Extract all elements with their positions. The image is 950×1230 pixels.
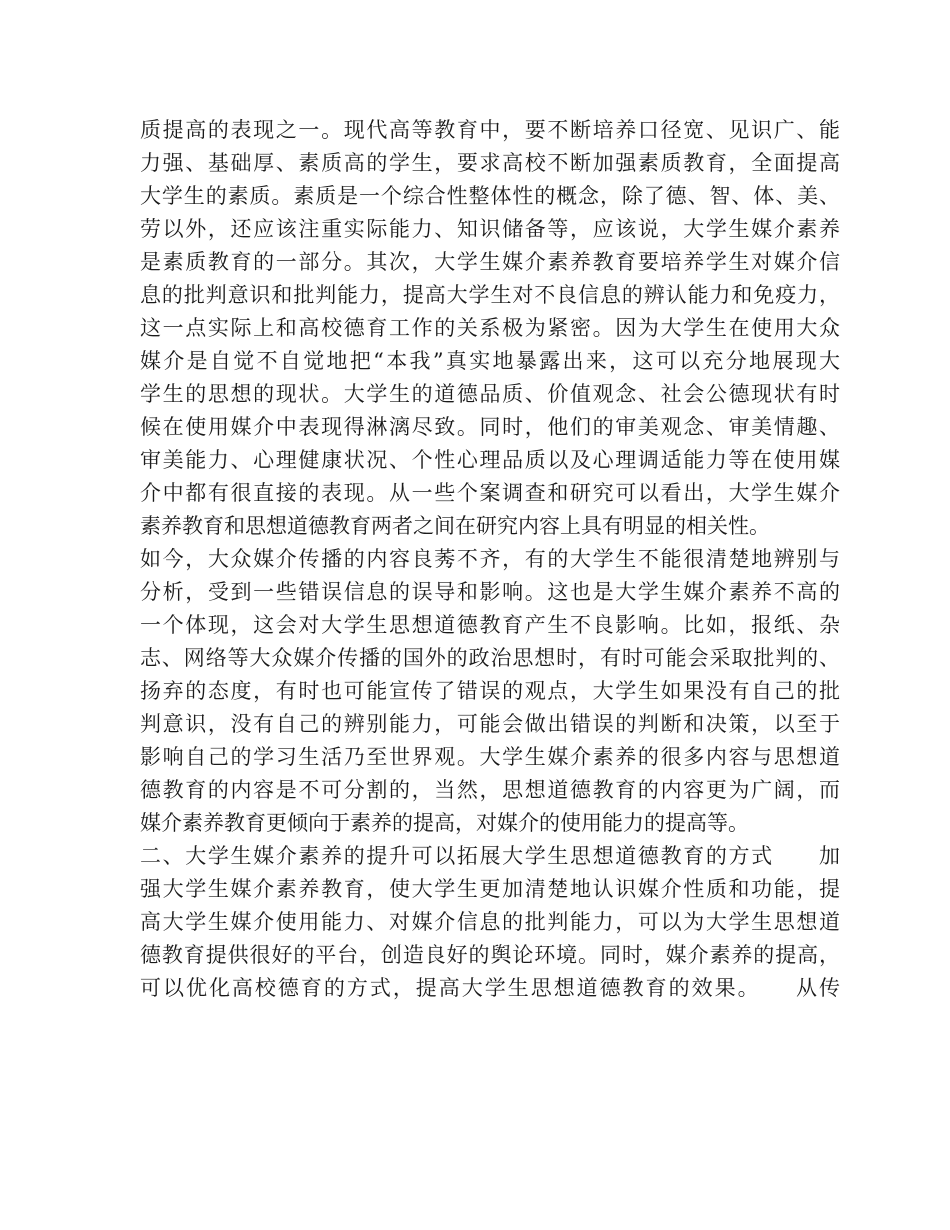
text-line: 力强、基础厚、素质高的学生，要求高校不断加强素质教育，全面提高 xyxy=(140,151,840,175)
text-line: 大学生的素质。素质是一个综合性整体性的概念，除了德、智、体、美、 xyxy=(140,184,840,208)
text-line: 审美能力、心理健康状况、个性心理品质以及心理调适能力等在使用媒 xyxy=(140,448,840,472)
text-line: 高大学生媒介使用能力、对媒介信息的批判能力，可以为大学生思想道 xyxy=(140,910,840,934)
text-line: 判意识，没有自己的辨别能力，可能会做出错误的判断和决策，以至于 xyxy=(140,712,840,736)
text-line: 这一点实际上和高校德育工作的关系极为紧密。因为大学生在使用大众 xyxy=(140,316,840,340)
text-line: 质提高的表现之一。现代高等教育中，要不断培养口径宽、见识广、能 xyxy=(140,118,840,142)
text-line: 是素质教育的一部分。其次，大学生媒介素养教育要培养学生对媒介信 xyxy=(140,250,840,274)
text-line: 扬弃的态度，有时也可能宣传了错误的观点，大学生如果没有自己的批 xyxy=(140,679,840,703)
text-line: 媒介是自觉不自觉地把“本我”真实地暴露出来，这可以充分地展现大 xyxy=(140,349,840,373)
text-line: 志、网络等大众媒介传播的国外的政治思想时，有时可能会采取批判的、 xyxy=(140,646,840,670)
text-line: 媒介素养教育更倾向于素养的提高，对媒介的使用能力的提高等。 xyxy=(140,811,749,835)
text-line: 候在使用媒介中表现得淋漓尽致。同时，他们的审美观念、审美情趣、 xyxy=(140,415,840,439)
text-line: 德教育提供很好的平台，创造良好的舆论环境。同时，媒介素养的提高， xyxy=(140,943,840,967)
text-line: 一个体现，这会对大学生思想道德教育产生不良影响。比如，报纸、杂 xyxy=(140,613,840,637)
text-line: 素养教育和思想道德教育两者之间在研究内容上具有明显的相关性。 xyxy=(140,514,770,538)
text-line: 强大学生媒介素养教育，使大学生更加清楚地认识媒介性质和功能，提 xyxy=(140,877,840,901)
text-line: 可以优化高校德育的方式，提高大学生思想道德教育的效果。 从传 xyxy=(140,976,840,1000)
text-line: 德教育的内容是不可分割的，当然，思想道德教育的内容更为广阔，而 xyxy=(140,778,840,802)
text-line: 二、大学生媒介素养的提升可以拓展大学生思想道德教育的方式 加 xyxy=(140,844,840,868)
text-line: 介中都有很直接的表现。从一些个案调查和研究可以看出，大学生媒介 xyxy=(140,481,840,505)
text-line: 息的批判意识和批判能力，提高大学生对不良信息的辨认能力和免疫力， xyxy=(140,283,840,307)
text-line: 劳以外，还应该注重实际能力、知识储备等，应该说，大学生媒介素养 xyxy=(140,217,840,241)
text-line: 分析，受到一些错误信息的误导和影响。这也是大学生媒介素养不高的 xyxy=(140,580,840,604)
text-line: 学生的思想的现状。大学生的道德品质、价值观念、社会公德现状有时 xyxy=(140,382,840,406)
body-text xyxy=(140,114,840,1005)
text-line: 影响自己的学习生活乃至世界观。大学生媒介素养的很多内容与思想道 xyxy=(140,745,840,769)
text-line: 如今，大众媒介传播的内容良莠不齐，有的大学生不能很清楚地辨别与 xyxy=(140,547,840,571)
